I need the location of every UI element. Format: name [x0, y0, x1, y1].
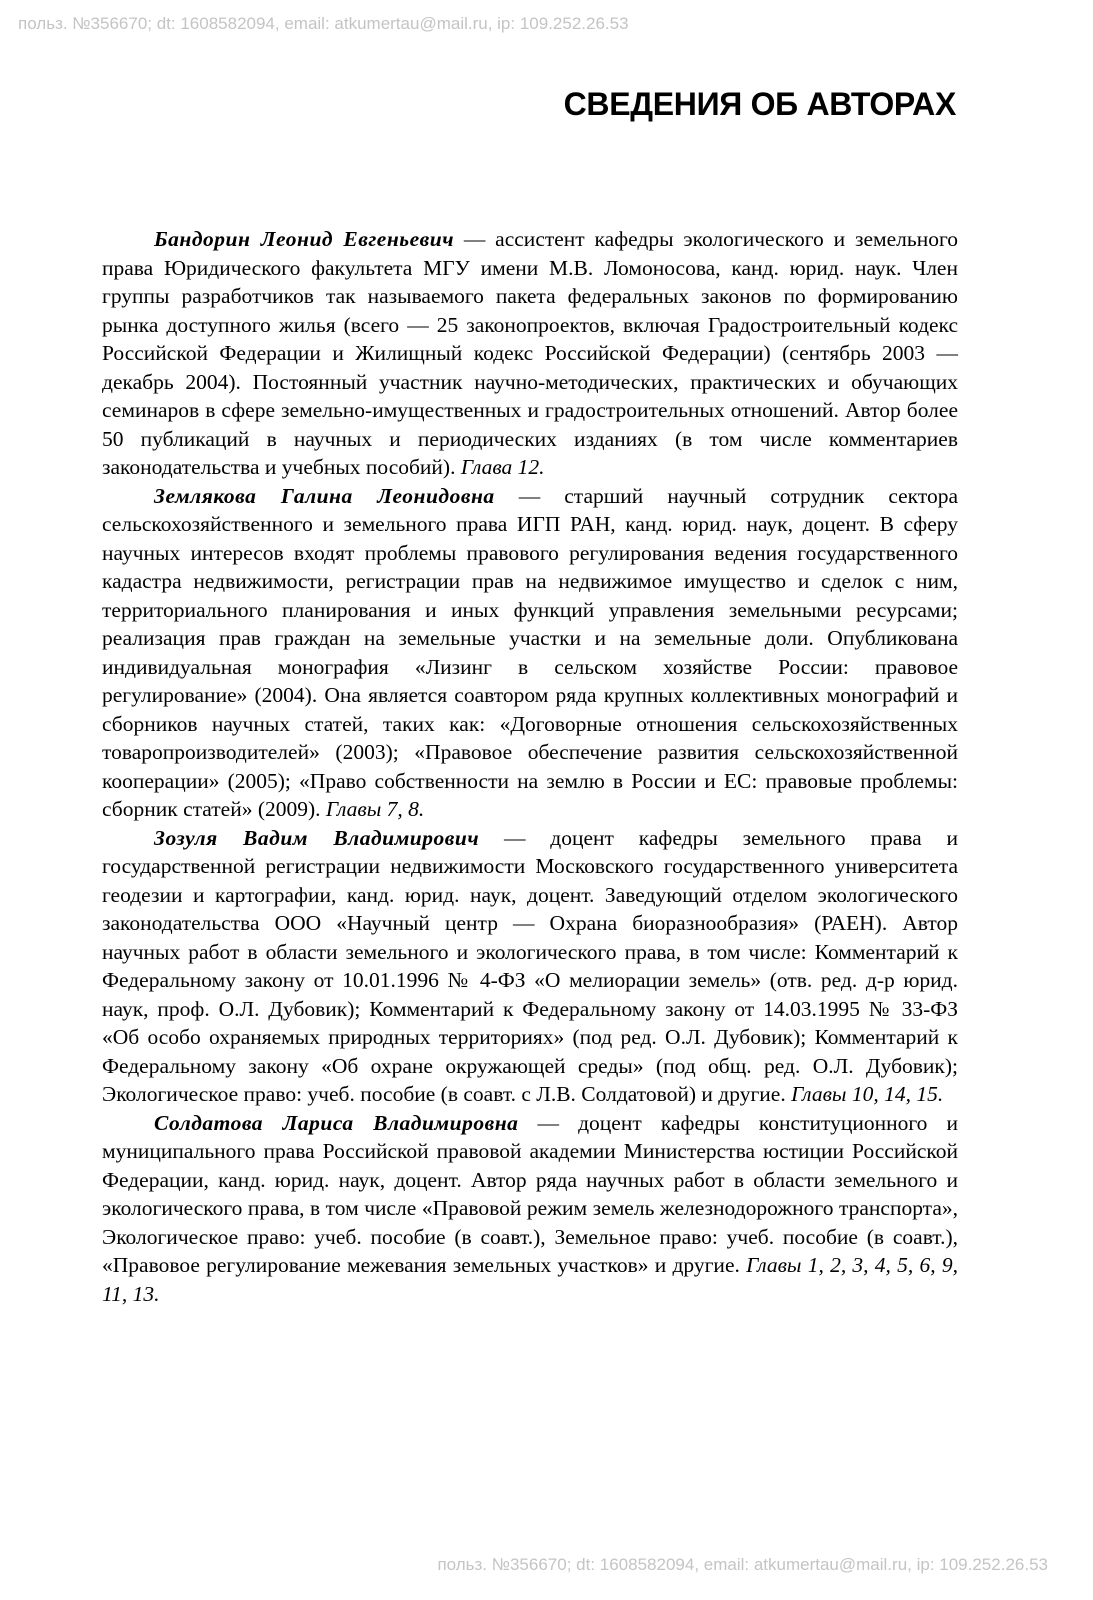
author-bio: — ассистент кафедры экологического и земельного права Юридического факультета МГУ имени М.В. Ломоносова, канд. юрид. наук. Член группы разработчиков так называемого пакета федеральных законов по формированию рынка доступного жилья (всего — 25 законопроектов, включая Градостроительный кодекс Российской Федерации и Жилищный кодекс Российской Федерации) (сентябрь 2003 — декабрь 2004). Постоянный участник научно-методических, практических и обучающих семинаров в сфере земельно-имущественных и градостроительных отношений. Автор более 50 публикаций в научных и периодических изданиях (в том числе комментариев законодательства и учебных пособий).: [102, 227, 958, 479]
author-entry: [102, 824, 958, 1109]
author-name: Зозуля Вадим Владимирович: [154, 825, 480, 850]
watermark-bottom: польз. №356670; dt: 1608582094, email: atkumertau@mail.ru, ip: 109.252.26.53: [437, 1555, 1048, 1574]
author-chapters: Главы 7, 8.: [325, 797, 425, 821]
authors-list: [102, 225, 958, 1308]
author-bio: — доцент кафедры конституционного и муниципального права Российской правовой академии Министерства юстиции Российской Федерации, канд. юрид. наук, доцент. Автор ряда научных работ в области земельного и экологического права, в том числе «Правовой режим земель железнодорожного транспорта», Экологическое право: учеб. пособие (в соавт.), Земельное право: учеб. пособие (в соавт.), «Правовое регулирование межевания земельных участков» и другие.: [102, 1110, 959, 1277]
author-entry: [102, 225, 958, 482]
author-chapters: Главы 10, 14, 15.: [791, 1082, 944, 1106]
author-bio: — доцент кафедры земельного права и государственной регистрации недвижимости Московского государственного университета геодезии и картографии, канд. юрид. наук, доцент. Заведующий отделом экологического законодательства ООО «Научный центр — Охрана биоразнообразия» (РАЕН). Автор научных работ в области земельного и экологического права, в том числе: Комментарий к Федеральному закону от 10.01.1996 № 4-ФЗ «О мелиорации земель» (отв. ред. д-р юрид. наук, проф. О.Л. Дубовик); Комментарий к Федеральному закону от 14.03.1995 № 33-ФЗ «Об особо охраняемых природных территориях» (под ред. О.Л. Дубовик); Комментарий к Федеральному закону «Об охране окружающей среды» (под общ. ред. О.Л. Дубовик); Экологическое право: учеб. пособие (в соавт. с Л.В. Солдатовой) и другие.: [102, 825, 958, 1106]
author-chapters: Главы 1, 2, 3, 4, 5, 6, 9, 11, 13.: [102, 1253, 958, 1306]
watermark-top: польз. №356670; dt: 1608582094, email: atkumertau@mail.ru, ip: 109.252.26.53: [18, 14, 629, 33]
author-name: Землякова Галина Леонидовна: [154, 483, 495, 508]
author-name: Бандорин Леонид Евгеньевич: [154, 227, 454, 251]
author-entry: [102, 1109, 958, 1309]
author-entry: [102, 482, 958, 824]
author-chapters: Глава 12.: [460, 455, 545, 479]
page-title: СВЕДЕНИЯ ОБ АВТОРАХ: [563, 86, 956, 122]
author-bio: — старший научный сотрудник сектора сельскохозяйственного и земельного права ИГП РАН, канд. юрид. наук, доцент. В сферу научных интересов входят проблемы правового регулирования ведения государственного кадастра недвижимости, регистрации прав на недвижимое имущество и сделок с ним, территориального планирования и иных функций управления земельными ресурсами; реализация прав граждан на земельные участки и на земельные доли. Опубликована индивидуальная монография «Лизинг в сельском хозяйстве России: правовое регулирование» (2004). Она является соавтором ряда крупных коллективных монографий и сборников научных статей, таких как: «Договорные отношения сельскохозяйственных товаропроизводителей» (2003); «Правовое обеспечение развития сельскохозяйственной кооперации» (2005); «Право собственности на землю в России и ЕС: правовые проблемы: сборник статей» (2009).: [102, 483, 958, 821]
author-name: Солдатова Лариса Владимировна: [154, 1110, 519, 1135]
